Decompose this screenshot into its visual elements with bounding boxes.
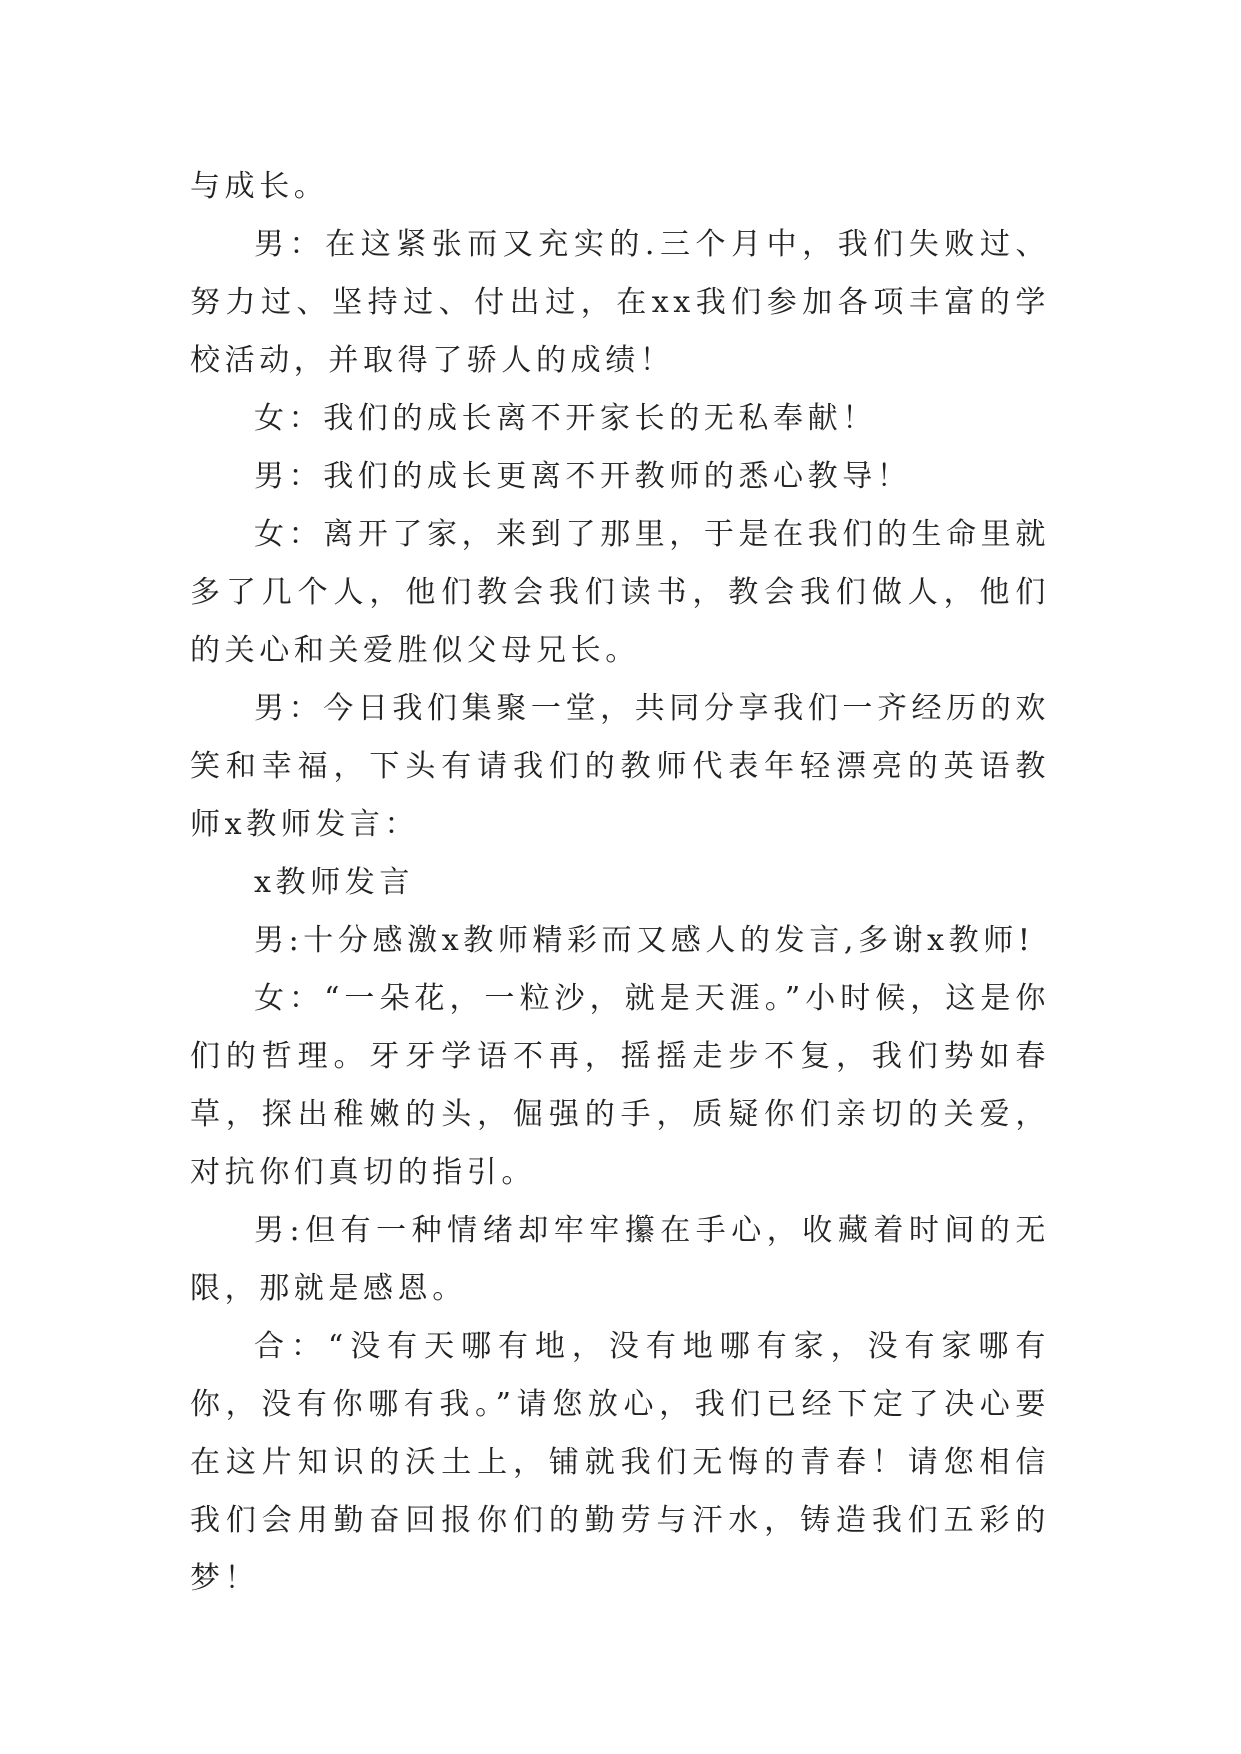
- paragraph: 男:十分感激x教师精彩而又感人的发言,多谢x教师!: [254, 923, 1035, 958]
- paragraph: 女：离开了家，来到了那里，于是在我们的生命里就多了几个人，他们教会我们读书，教会我们做人，他们的关心和关爱胜似父母兄长。: [190, 517, 1050, 668]
- paragraph: 男：我们的成长更离不开教师的悉心教导！: [254, 459, 912, 494]
- paragraph: 女：我们的成长离不开家长的无私奉献！: [254, 401, 877, 436]
- paragraph: 女：“一朵花，一粒沙，就是天涯。”小时候，这是你们的哲理。牙牙学语不再，摇摇走步不复，我们势如春草，探出稚嫩的头，倔强的手，质疑你们亲切的关爱，对抗你们真切的指引。: [190, 981, 1050, 1190]
- paragraph: 男：今日我们集聚一堂，共同分享我们一齐经历的欢笑和幸福，下头有请我们的教师代表年轻漂亮的英语教师x教师发言：: [190, 691, 1050, 842]
- paragraph: 男：在这紧张而又充实的.三个月中，我们失败过、努力过、坚持过、付出过，在xx我们参加各项丰富的学校活动，并取得了骄人的成绩！: [190, 227, 1050, 378]
- paragraph: x教师发言: [254, 865, 414, 900]
- paragraph: 与成长。: [190, 169, 329, 204]
- paragraph: 男:但有一种情绪却牢牢攥在手心，收藏着时间的无限，那就是感恩。: [190, 1213, 1050, 1306]
- document-body: [190, 158, 1050, 1608]
- paragraph: 合：“没有天哪有地，没有地哪有家，没有家哪有你，没有你哪有我。”请您放心，我们已经下定了决心要在这片知识的沃土上，铺就我们无悔的青春！请您相信我们会用勤奋回报你们的勤劳与汗水，铸造我们五彩的梦！: [190, 1329, 1050, 1596]
